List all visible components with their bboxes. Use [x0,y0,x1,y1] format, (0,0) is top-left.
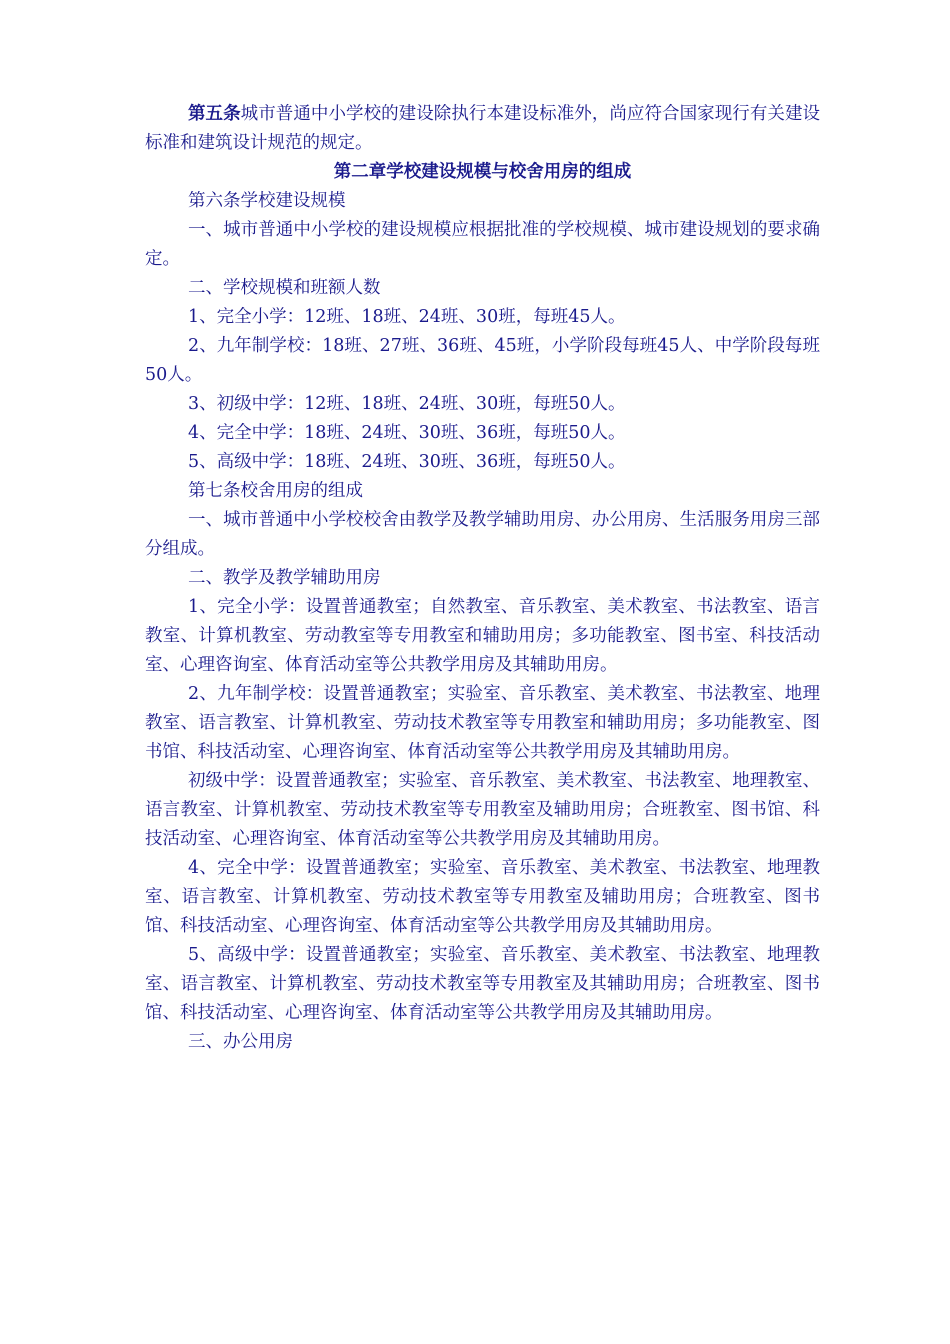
scale-item-nine-year: 2、九年制学校：18班、27班、36班、45班，小学阶段每班45人、中学阶段每班50人。 [145,336,820,385]
rooms-item-senior: 5、高级中学：设置普通教室；实验室、音乐教室、美术教室、书法教室、地理教室、语言教室、计算机教室、劳动技术教室等专用教室及其辅助用房；合班教室、图书馆、科技活动室、心理咨询室、体育活动室等公共教学用房及其辅助用房。 [145,945,820,1023]
rooms-item-complete: 4、完全中学：设置普通教室；实验室、音乐教室、美术教室、书法教室、地理教室、语言教室、计算机教室、劳动技术教室等专用教室及辅助用房；合班教室、图书馆、科技活动室、心理咨询室、体育活动室等公共教学用房及其辅助用房。 [145,858,820,936]
article-5-paragraph [145,100,820,158]
rooms-item-primary: 1、完全小学：设置普通教室；自然教室、音乐教室、美术教室、书法教室、语言教室、计算机教室、劳动教室等专用教室和辅助用房；多功能教室、图书室、科技活动室、心理咨询室、体育活动室等公共教学用房及其辅助用房。 [145,597,820,675]
article-5-label: 第五条 [188,104,241,124]
rooms-paragraph-3: 三、办公用房 [188,1032,293,1052]
scale-item-complete: 4、完全中学：18班、24班、30班、36班，每班50人。 [188,423,626,443]
article-6-title: 第六条学校建设规模 [188,191,346,211]
rooms-paragraph-2: 二、教学及教学辅助用房 [188,568,381,588]
rooms-item-junior: 初级中学：设置普通教室；实验室、音乐教室、美术教室、书法教室、地理教室、语言教室、计算机教室、劳动技术教室等专用教室及辅助用房；合班教室、图书馆、科技活动室、心理咨询室、体育活动室等公共教学用房及其辅助用房。 [145,771,820,849]
scale-paragraph-1: 一、城市普通中小学校的建设规模应根据批准的学校规模、城市建设规划的要求确定。 [145,220,820,269]
scale-item-primary: 1、完全小学：12班、18班、24班、30班，每班45人。 [188,307,626,327]
scale-paragraph-2: 二、学校规模和班额人数 [188,278,381,298]
article-7-title: 第七条校舍用房的组成 [188,481,363,501]
scale-item-junior: 3、初级中学：12班、18班、24班、30班，每班50人。 [188,394,626,414]
rooms-item-nine-year: 2、九年制学校：设置普通教室；实验室、音乐教室、美术教室、书法教室、地理教室、语言教室、计算机教室、劳动技术教室等专用教室和辅助用房；多功能教室、图书馆、科技活动室、心理咨询室、体育活动室等公共教学用房及其辅助用房。 [145,684,820,762]
rooms-paragraph-1: 一、城市普通中小学校校舍由教学及教学辅助用房、办公用房、生活服务用房三部分组成。 [145,510,820,559]
article-5-text: 城市普通中小学校的建设除执行本建设标准外，尚应符合国家现行有关建设标准和建筑设计规范的规定。 [145,104,820,153]
scale-item-senior: 5、高级中学：18班、24班、30班、36班，每班50人。 [188,452,626,472]
document-body [145,100,820,1057]
chapter-2-title: 第二章学校建设规模与校舍用房的组成 [333,162,632,182]
